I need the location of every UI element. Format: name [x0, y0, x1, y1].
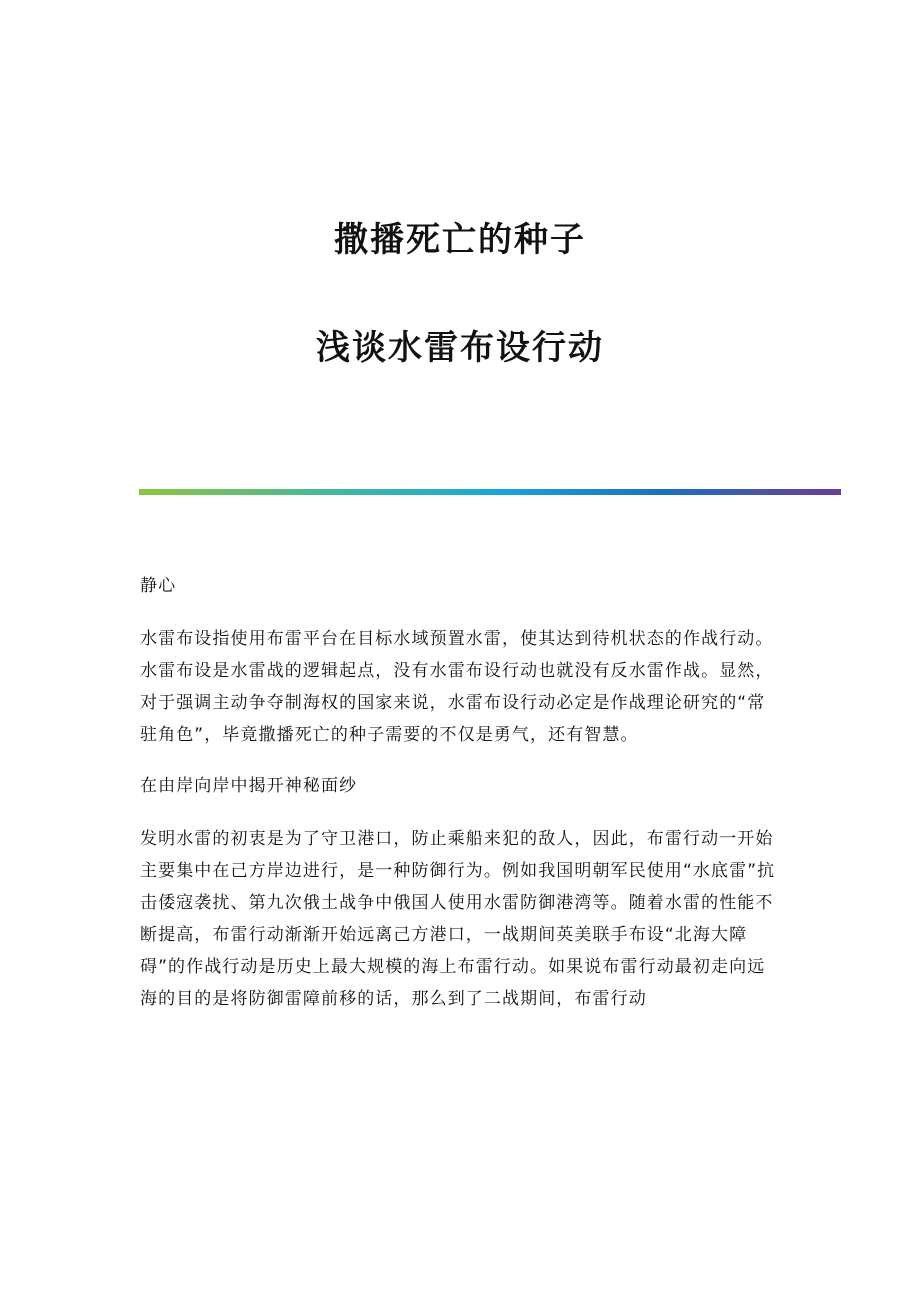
author-name: 静心 — [140, 576, 177, 596]
paragraph-intro: 水雷布设指使用布雷平台在目标水域预置水雷，使其达到待机状态的作战行动。水雷布设是水雷战的逻辑起点，没有水雷布设行动也就没有反水雷作战。显然，对于强调主动争夺制海权的国家来说，水雷布设行动必定是作战理论研究的“常驻角色”，毕竟撒播死亡的种子需要的不仅是勇气，还有智慧。 — [140, 629, 774, 745]
main-title: 撒播死亡的种子 — [334, 220, 586, 260]
title-block — [0, 214, 920, 374]
gradient-divider — [139, 489, 841, 495]
section-heading: 在由岸向岸中揭开神秘面纱 — [140, 776, 358, 796]
subtitle: 浅谈水雷布设行动 — [316, 328, 604, 368]
article-body — [140, 570, 780, 1034]
paragraph-history: 发明水雷的初衷是为了守卫港口，防止乘船来犯的敌人，因此，布雷行动一开始主要集中在己方岸边进行，是一种防御行为。例如我国明朝军民使用“水底雷”抗击倭寇袭扰、第九次俄土战争中俄国人使用水雷防御港湾等。随着水雷的性能不断提高，布雷行动渐渐开始远离己方港口，一战期间英美联手布设“北海大障碍”的作战行动是历史上最大规模的海上布雷行动。如果说布雷行动最初走向远海的目的是将防御雷障前移的话，那么到了二战期间，布雷行动 — [140, 829, 776, 1009]
